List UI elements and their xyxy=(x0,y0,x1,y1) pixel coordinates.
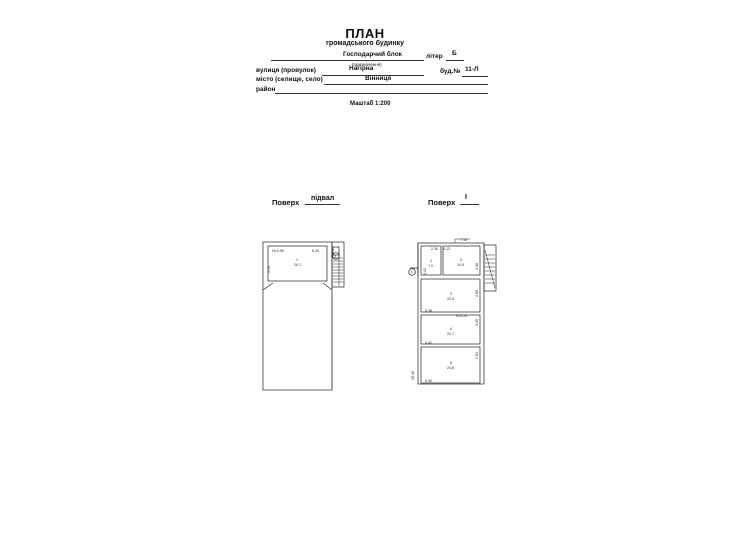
basement-stair-lines xyxy=(263,283,332,290)
room-5-number: 5 xyxy=(450,361,452,365)
basement-stair-box xyxy=(332,242,344,287)
room-1-area: 7.0 xyxy=(428,264,433,268)
street-label: вулиця (провулок) xyxy=(256,67,316,74)
liter-value: Б xyxy=(452,50,457,57)
room-1-number: 1 xyxy=(430,259,432,263)
room-2-area: 14.9 xyxy=(457,263,464,267)
basement-room-1-number: 1 xyxy=(296,258,298,262)
dim-7-16: 7.16 xyxy=(460,238,467,242)
first-floor-level-mark: Н=2.47 xyxy=(456,314,468,318)
dim-4-13: 4.13 xyxy=(443,247,450,251)
dim-1-94: 1.94 xyxy=(475,352,479,359)
room-4-number: 4 xyxy=(450,327,452,331)
first-floor-plan xyxy=(409,239,496,384)
room-5-outline xyxy=(421,347,480,383)
room-4-area: 21.7 xyxy=(447,332,454,336)
basement-dim-1: 6.25 xyxy=(312,249,319,253)
basement-room-1-area: 20.1 xyxy=(294,263,301,267)
scale-label: Маштаб 1:200 xyxy=(350,101,391,107)
dim-3-42: 3.42 xyxy=(423,268,427,275)
building-value: 11-Л xyxy=(465,66,479,73)
room-3-number: 3 xyxy=(450,292,452,296)
document-title: ПЛАН xyxy=(345,26,385,41)
street-value: Нагірна xyxy=(349,65,374,72)
room-3-area: 22.4 xyxy=(447,297,454,301)
room-5-area: 24.6 xyxy=(447,366,454,370)
dim-6-40: 6.40 xyxy=(425,379,432,383)
dim-2-85: 2.85 xyxy=(475,290,479,297)
dim-6-42: 6.42 xyxy=(425,341,432,345)
floor-first-label: Поверх xyxy=(428,198,456,207)
room-2-number: 2 xyxy=(460,258,462,262)
purpose-caption: (призначення) xyxy=(352,62,382,67)
dim-3-25: 3.25 xyxy=(475,319,479,326)
purpose-value: Господарчий блок xyxy=(343,51,402,58)
liter-label: літер xyxy=(426,53,443,60)
city-label: місто (селище, село) xyxy=(256,76,323,83)
floor-basement-value: підвал xyxy=(311,195,335,202)
dim-3-06: 3.06 xyxy=(475,263,479,270)
basement-marker-text: 1 xyxy=(334,254,337,259)
document-subtitle: громадського будинку xyxy=(326,40,404,47)
floor-basement-label: Поверх xyxy=(272,198,300,207)
basement-plan xyxy=(263,242,344,390)
dim-15-40: 15.40 xyxy=(411,371,415,380)
basement-stairs-treads xyxy=(333,256,343,286)
district-label: район xyxy=(256,86,276,93)
first-floor-marker-text: 1 xyxy=(410,270,413,275)
dim-6-38: 6.38 xyxy=(425,309,432,313)
floor-first-value: І xyxy=(465,194,467,201)
first-floor-stairs-treads xyxy=(485,250,495,288)
basement-level-mark: Н=2.90 xyxy=(272,249,284,253)
building-label: буд.№ xyxy=(440,68,461,75)
basement-dim-2: 3.45 xyxy=(267,266,271,273)
city-value: Вінниця xyxy=(365,75,392,82)
dim-2-30: 2.30 xyxy=(431,247,438,251)
